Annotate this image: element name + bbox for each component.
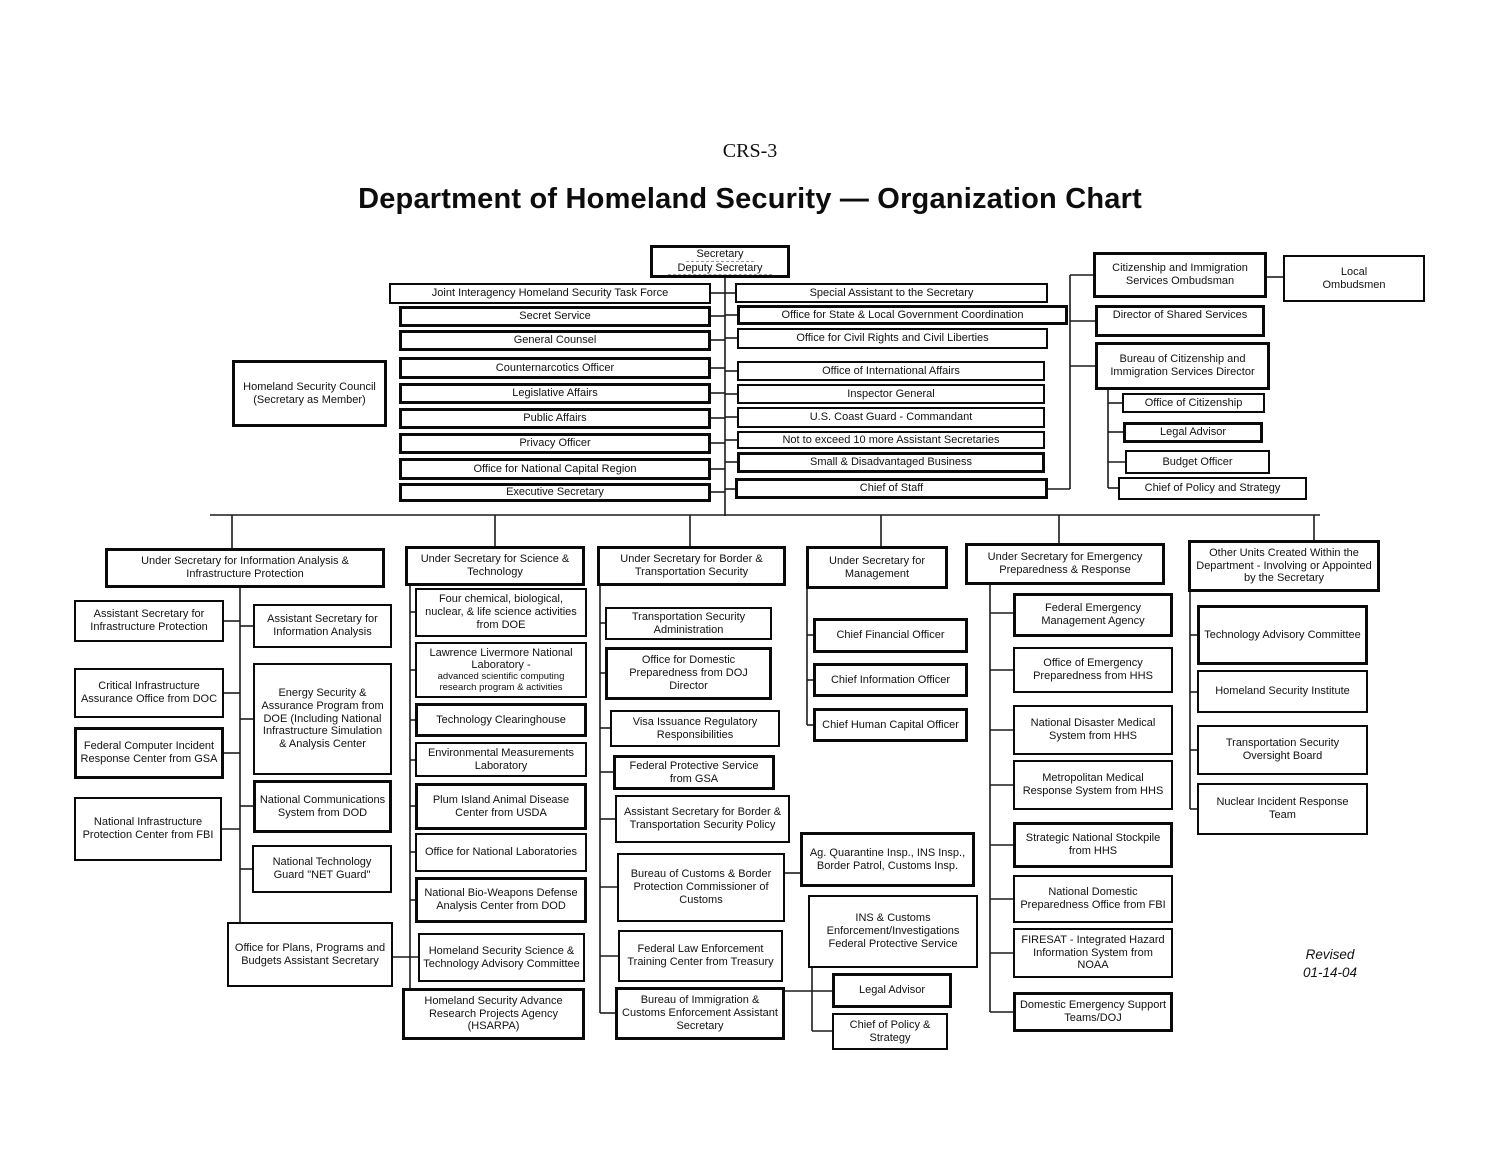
node-chief-policy-strategy: Chief of Policy and Strategy [1118, 477, 1307, 500]
node-cis-ombudsman: Citizenship and Immigration Services Ombudsman [1093, 252, 1267, 298]
node-director-shared-services: Director of Shared Services [1095, 305, 1265, 337]
node-bts-legal-advisor: Legal Advisor [832, 973, 952, 1008]
node-counternarcotics-officer: Counternarcotics Officer [399, 357, 711, 379]
node-office-plans-programs-budgets: Office for Plans, Programs and Budgets Assistant Secretary [227, 922, 393, 987]
node-ts-oversight-board: Transportation Security Oversight Board [1197, 725, 1368, 775]
node-as-bts-policy: Assistant Secretary for Border & Transportation Security Policy [615, 795, 790, 843]
node-executive-secretary: Executive Secretary [399, 483, 711, 502]
node-fps-gsa: Federal Protective Service from GSA [613, 755, 775, 790]
node-oep-hhs: Office of Emergency Preparedness from HHS [1013, 647, 1173, 693]
node-ncs-dod: National Communications System from DOD [253, 780, 392, 833]
node-odp-doj: Office for Domestic Preparedness from DOJ Director [605, 647, 772, 700]
node-ndms-hhs: National Disaster Medical System from HHS [1013, 705, 1173, 755]
node-bts-chief-policy-strategy: Chief of Policy & Strategy [832, 1013, 948, 1050]
node-chief-information-officer: Chief Information Officer [813, 663, 968, 697]
revised-label: Revised [1305, 947, 1355, 962]
node-privacy-officer: Privacy Officer [399, 433, 711, 454]
revised-date: 01-14-04 [1302, 965, 1358, 981]
node-chief-human-capital-officer: Chief Human Capital Officer [813, 708, 968, 742]
node-secretary: Secretary Deputy Secretary [650, 245, 790, 278]
node-us-science-technology: Under Secretary for Science & Technology [405, 546, 585, 586]
node-hsarpa: Homeland Security Advance Research Projects Agency (HSARPA) [402, 988, 585, 1040]
node-small-disadvantaged-business: Small & Disadvantaged Business [737, 452, 1045, 473]
page-title: Department of Homeland Security — Organization Chart [358, 183, 1142, 215]
node-as-information-analysis: Assistant Secretary for Information Analysis [253, 604, 392, 648]
node-us-emergency-preparedness: Under Secretary for Emergency Preparedness & Response [965, 543, 1165, 585]
node-us-info-analysis-infrastructure: Under Secretary for Information Analysis & Infrastructure Protection [105, 548, 385, 588]
node-tsa: Transportation Security Administration [605, 607, 772, 640]
node-four-doe-activities: Four chemical, biological, nuclear, & life science activities from DOE [415, 588, 587, 637]
node-mmrs-hhs: Metropolitan Medical Response System from HHS [1013, 760, 1173, 810]
node-bureau-ice: Bureau of Immigration & Customs Enforcement Assistant Secretary [615, 987, 785, 1040]
node-bureau-customs-border-protection: Bureau of Customs & Border Protection Commissioner of Customs [617, 853, 785, 922]
node-ciao-doc: Critical Infrastructure Assurance Office from DOC [74, 668, 224, 718]
node-assistant-secretaries: Not to exceed 10 more Assistant Secretaries [737, 431, 1045, 449]
node-public-affairs: Public Affairs [399, 408, 711, 429]
node-office-of-citizenship: Office of Citizenship [1122, 393, 1265, 413]
node-plum-island: Plum Island Animal Disease Center from USDA [415, 783, 587, 830]
node-special-assistant: Special Assistant to the Secretary [735, 283, 1048, 303]
node-fcirc-gsa: Federal Computer Incident Response Center from GSA [74, 727, 224, 779]
node-llnl: Lawrence Livermore National Laboratory - advanced scientific computing research program & activities [415, 642, 587, 698]
node-office-national-capital-region: Office for National Capital Region [399, 458, 711, 480]
node-international-affairs: Office of International Affairs [737, 361, 1045, 381]
node-us-management: Under Secretary for Management [806, 546, 948, 589]
node-inspector-general: Inspector General [737, 384, 1045, 404]
node-nipc-fbi: National Infrastructure Protection Center from FBI [74, 797, 222, 861]
node-net-guard: National Technology Guard "NET Guard" [252, 845, 392, 893]
node-firesat-noaa: FIRESAT - Integrated Hazard Information System from NOAA [1013, 928, 1173, 978]
node-office-national-laboratories: Office for National Laboratories [415, 833, 587, 872]
node-visa-issuance: Visa Issuance Regulatory Responsibilities [610, 710, 780, 747]
node-nuclear-incident-response-team: Nuclear Incident Response Team [1197, 783, 1368, 835]
node-energy-security-doe: Energy Security & Assurance Program from DOE (Including National Infrastructure Simulation & Analysis Center [253, 663, 392, 775]
node-ins-customs-enforcement: INS & Customs Enforcement/Investigations Federal Protective Service [808, 895, 978, 968]
node-ndpo-fbi: National Domestic Preparedness Office from FBI [1013, 875, 1173, 923]
node-local-ombudsmen: Local Ombudsmen [1283, 255, 1425, 302]
node-other-units: Other Units Created Within the Department - Involving or Appointed by the Secretary [1188, 540, 1380, 592]
node-homeland-security-council: Homeland Security Council (Secretary as Member) [232, 360, 387, 427]
node-environmental-measurements-lab: Environmental Measurements Laboratory [415, 742, 587, 777]
node-state-local-coordination: Office for State & Local Government Coordination [737, 305, 1068, 325]
node-chief-financial-officer: Chief Financial Officer [813, 618, 968, 653]
node-fema: Federal Emergency Management Agency [1013, 593, 1173, 637]
node-hs-st-advisory-committee: Homeland Security Science & Technology Advisory Committee [418, 933, 585, 982]
node-as-infrastructure-protection: Assistant Secretary for Infrastructure Protection [74, 600, 224, 642]
node-technology-advisory-committee: Technology Advisory Committee [1197, 605, 1368, 665]
doc-label: CRS-3 [722, 140, 778, 162]
node-fletc-treasury: Federal Law Enforcement Training Center from Treasury [618, 930, 783, 982]
revised-note [1252, 946, 1408, 982]
node-coast-guard-commandant: U.S. Coast Guard - Commandant [737, 407, 1045, 428]
node-technology-clearinghouse: Technology Clearinghouse [415, 703, 587, 737]
node-cis-legal-advisor: Legal Advisor [1123, 422, 1263, 443]
node-chief-of-staff: Chief of Staff [735, 478, 1048, 499]
node-secret-service: Secret Service [399, 306, 711, 327]
node-budget-officer: Budget Officer [1125, 450, 1270, 474]
node-us-border-transportation: Under Secretary for Border & Transportation Security [597, 546, 786, 586]
node-sns-hhs: Strategic National Stockpile from HHS [1013, 822, 1173, 868]
node-homeland-security-institute: Homeland Security Institute [1197, 670, 1368, 713]
node-ag-quarantine-insp: Ag. Quarantine Insp., INS Insp., Border Patrol, Customs Insp. [800, 832, 975, 887]
node-legislative-affairs: Legislative Affairs [399, 383, 711, 404]
node-civil-rights-liberties: Office for Civil Rights and Civil Liberties [737, 328, 1048, 349]
node-bio-weapons-center-dod: National Bio-Weapons Defense Analysis Center from DOD [415, 877, 587, 923]
node-joint-task-force: Joint Interagency Homeland Security Task Force [389, 283, 711, 304]
node-dest-doj: Domestic Emergency Support Teams/DOJ [1013, 992, 1173, 1032]
node-bureau-cis-director: Bureau of Citizenship and Immigration Services Director [1095, 342, 1270, 390]
node-general-counsel: General Counsel [399, 330, 711, 351]
